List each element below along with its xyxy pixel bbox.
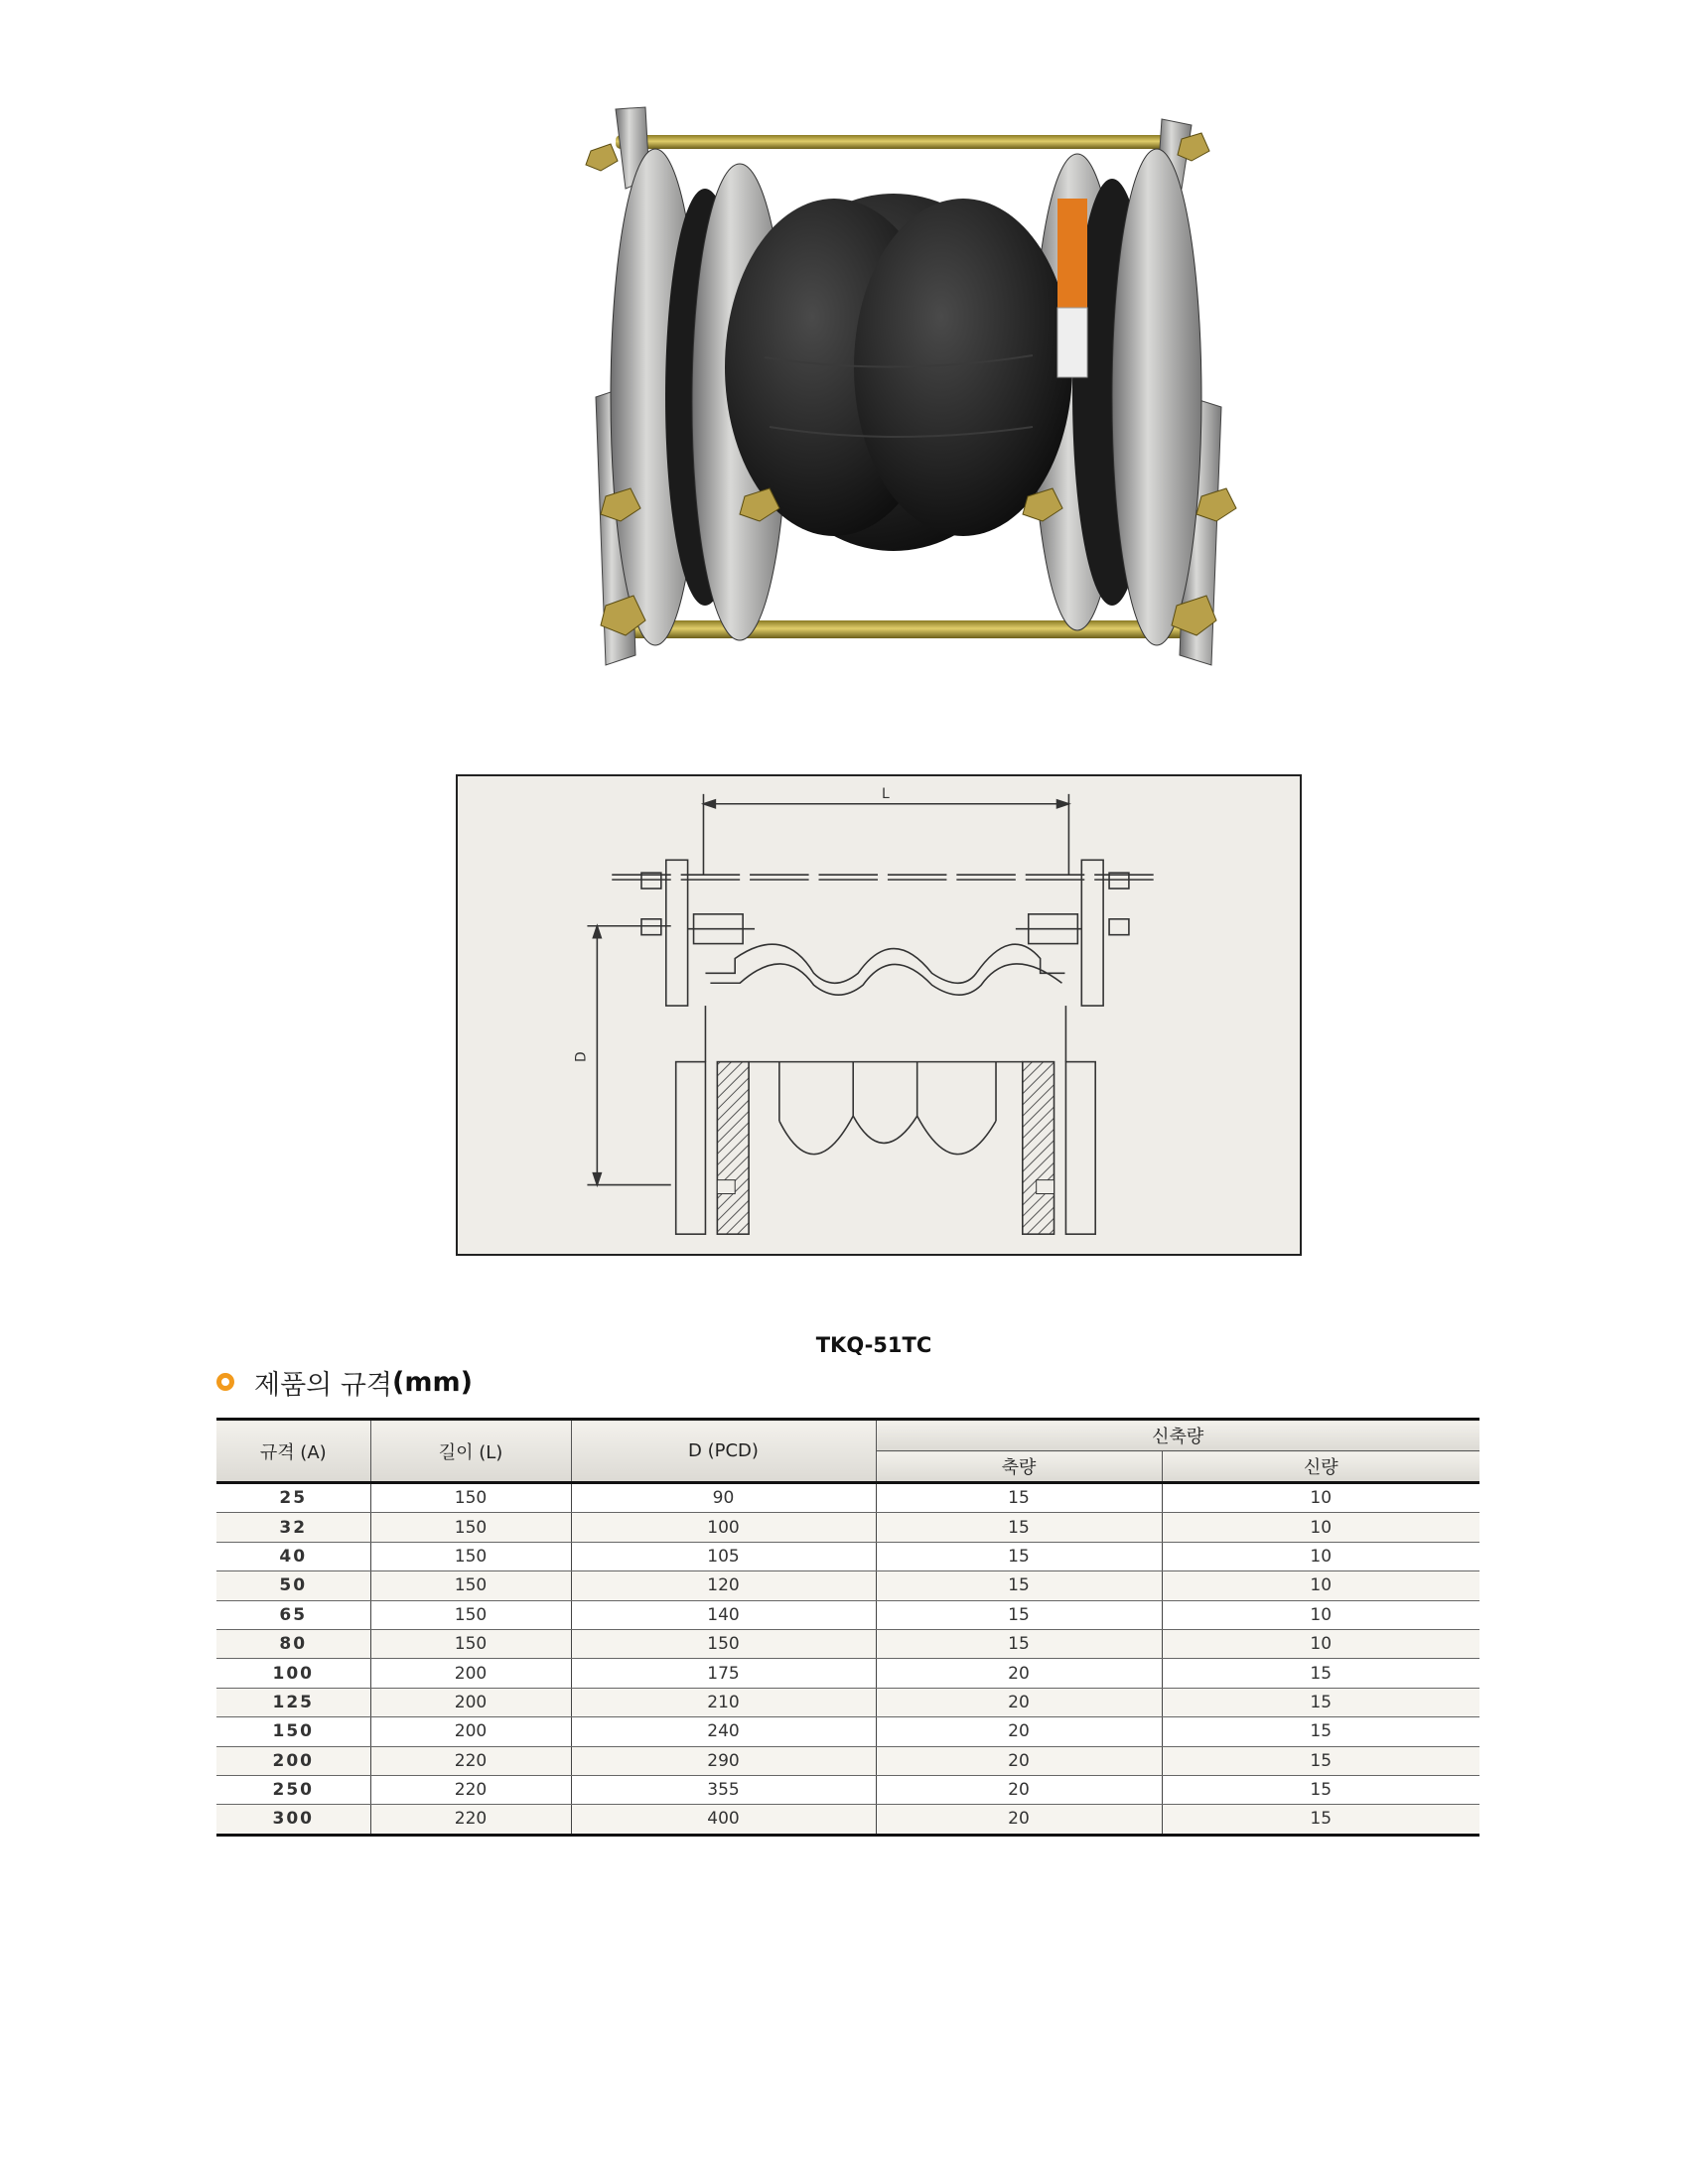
cell-extension: 10 (1162, 1542, 1479, 1570)
cell-axial: 20 (876, 1717, 1162, 1746)
cell-length: 200 (370, 1659, 571, 1688)
table-row (216, 1542, 1479, 1570)
section-heading (216, 1362, 473, 1402)
cell-size: 300 (216, 1805, 370, 1835)
cell-length: 220 (370, 1805, 571, 1835)
cell-extension: 15 (1162, 1717, 1479, 1746)
cell-length: 220 (370, 1775, 571, 1804)
cell-pcd: 175 (571, 1659, 876, 1688)
header-axial: 축량 (876, 1451, 1162, 1483)
cell-extension: 15 (1162, 1775, 1479, 1804)
technical-drawing (456, 774, 1302, 1256)
table-row (216, 1746, 1479, 1775)
cell-size: 200 (216, 1746, 370, 1775)
table-row (216, 1688, 1479, 1716)
cell-length: 150 (370, 1513, 571, 1542)
cell-size: 150 (216, 1717, 370, 1746)
header-extension: 신량 (1162, 1451, 1479, 1483)
cell-length: 150 (370, 1600, 571, 1629)
cell-pcd: 100 (571, 1513, 876, 1542)
cell-extension: 15 (1162, 1659, 1479, 1688)
cell-length: 200 (370, 1688, 571, 1716)
cell-extension: 15 (1162, 1805, 1479, 1835)
cell-extension: 10 (1162, 1571, 1479, 1600)
cell-pcd: 105 (571, 1542, 876, 1570)
cell-size: 65 (216, 1600, 370, 1629)
cell-extension: 10 (1162, 1600, 1479, 1629)
header-pcd: D (PCD) (571, 1420, 876, 1483)
cell-length: 200 (370, 1717, 571, 1746)
cell-pcd: 240 (571, 1717, 876, 1746)
cell-axial: 20 (876, 1688, 1162, 1716)
cell-size: 32 (216, 1513, 370, 1542)
cell-length: 150 (370, 1629, 571, 1658)
cell-axial: 15 (876, 1513, 1162, 1542)
header-movement: 신축량 (876, 1420, 1479, 1451)
table-row (216, 1629, 1479, 1658)
cell-pcd: 210 (571, 1688, 876, 1716)
cell-axial: 15 (876, 1571, 1162, 1600)
cell-size: 125 (216, 1688, 370, 1716)
cell-size: 40 (216, 1542, 370, 1570)
cell-length: 220 (370, 1746, 571, 1775)
table-row (216, 1805, 1479, 1835)
cell-extension: 10 (1162, 1483, 1479, 1513)
cell-extension: 15 (1162, 1688, 1479, 1716)
circle-bullet-icon (216, 1373, 234, 1391)
cell-axial: 15 (876, 1600, 1162, 1629)
cell-pcd: 120 (571, 1571, 876, 1600)
cell-axial: 15 (876, 1542, 1162, 1570)
cell-axial: 20 (876, 1775, 1162, 1804)
cell-axial: 20 (876, 1659, 1162, 1688)
cell-extension: 10 (1162, 1513, 1479, 1542)
table-row (216, 1600, 1479, 1629)
cell-pcd: 90 (571, 1483, 876, 1513)
dim-diameter-label: D (573, 1051, 590, 1062)
cell-size: 100 (216, 1659, 370, 1688)
cell-length: 150 (370, 1483, 571, 1513)
table-row (216, 1717, 1479, 1746)
cell-size: 250 (216, 1775, 370, 1804)
model-number: TKQ-51TC (815, 1333, 932, 1357)
table-row (216, 1483, 1479, 1513)
cell-size: 80 (216, 1629, 370, 1658)
header-size: 규격 (A) (216, 1420, 370, 1483)
table-row (216, 1775, 1479, 1804)
cell-axial: 20 (876, 1805, 1162, 1835)
cell-extension: 15 (1162, 1746, 1479, 1775)
table-row (216, 1513, 1479, 1542)
cell-axial: 15 (876, 1483, 1162, 1513)
table-row (216, 1659, 1479, 1688)
cell-pcd: 290 (571, 1746, 876, 1775)
cell-length: 150 (370, 1542, 571, 1570)
dim-length-label: L (882, 785, 890, 802)
cell-pcd: 400 (571, 1805, 876, 1835)
cell-pcd: 355 (571, 1775, 876, 1804)
spec-table (216, 1418, 1479, 1837)
cell-axial: 20 (876, 1746, 1162, 1775)
section-unit: (mm) (392, 1366, 473, 1398)
cell-pcd: 140 (571, 1600, 876, 1629)
cell-size: 25 (216, 1483, 370, 1513)
product-photo (566, 99, 1241, 685)
cell-extension: 10 (1162, 1629, 1479, 1658)
cell-axial: 15 (876, 1629, 1162, 1658)
section-title: 제품의 규격 (254, 1369, 392, 1401)
header-length: 길이 (L) (370, 1420, 571, 1483)
table-row (216, 1571, 1479, 1600)
cell-size: 50 (216, 1571, 370, 1600)
cell-pcd: 150 (571, 1629, 876, 1658)
cell-length: 150 (370, 1571, 571, 1600)
